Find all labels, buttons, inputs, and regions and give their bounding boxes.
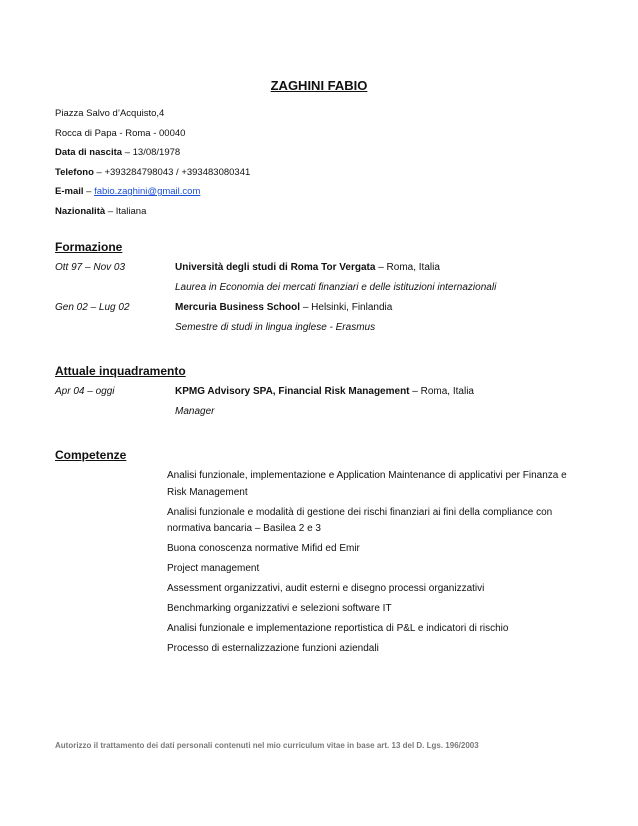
employment-section-title: Attuale inquadramento — [55, 364, 186, 378]
skill-item: Buona conoscenza normative Mifid ed Emir — [167, 543, 360, 554]
skills-list — [167, 468, 587, 661]
email-separator: – — [83, 186, 95, 197]
phone-label: Telefono — [55, 166, 94, 178]
education-institution: Università degli studi di Roma Tor Vergata — [175, 262, 376, 273]
email-link[interactable]: fabio.zaghini@gmail.com — [94, 186, 201, 197]
employment-company-row — [175, 386, 474, 397]
skills-section-title: Competenze — [55, 448, 127, 462]
nationality-row — [55, 202, 250, 222]
education-section-title: Formazione — [55, 240, 123, 254]
skill-item: Benchmarking organizzativi e selezioni software IT — [167, 603, 392, 614]
email-label: E-mail — [55, 186, 84, 197]
birth-date-row — [55, 143, 250, 163]
skill-item: Assessment organizzativi, audit esterni e disegno processi organizzativi — [167, 583, 485, 594]
education-institution-row — [175, 262, 440, 273]
education-location: – Roma, Italia — [375, 262, 440, 273]
skill-item: Analisi funzionale e modalità di gestione dei rischi finanziari ai fini della compliance con normativa bancaria – Basilea 2 e 3 — [167, 506, 553, 534]
nationality-value: – Italiana — [105, 205, 147, 217]
education-detail: Semestre di studi in lingua inglese - Erasmus — [175, 322, 376, 333]
birth-date-value: – 13/08/1978 — [122, 147, 181, 158]
skill-item: Analisi funzionale, implementazione e Application Maintenance di applicativi per Finanza e Risk Management — [167, 470, 567, 498]
education-institution: Mercuria Business School — [175, 302, 301, 313]
employment-role: Manager — [175, 406, 215, 417]
skill-item: Project management — [167, 563, 260, 574]
nationality-label: Nazionalità — [55, 205, 106, 217]
education-detail: Laurea in Economia dei mercati finanziari e delle istituzioni internazionali — [175, 282, 497, 293]
privacy-footer: Autorizzo il trattamento dei dati personali contenuti nel mio curriculum vitae in base art. 13 del D. Lgs. 196/2003 — [55, 741, 479, 750]
education-dates: Gen 02 – Lug 02 — [55, 302, 130, 313]
phone-row — [55, 163, 250, 183]
cv-name-title: ZAGHINI FABIO — [270, 78, 368, 93]
employment-company: KPMG Advisory SPA, Financial Risk Management — [175, 386, 410, 397]
birth-date-label: Data di nascita — [55, 147, 123, 158]
email-row — [55, 182, 250, 202]
employment-location: – Roma, Italia — [409, 386, 474, 397]
employment-dates: Apr 04 – oggi — [55, 386, 115, 397]
education-dates: Ott 97 – Nov 03 — [55, 262, 126, 273]
phone-value: – +393284798043 / +393483080341 — [93, 166, 251, 178]
address-line-1: Piazza Salvo d’Acquisto,4 — [55, 108, 165, 119]
skill-item: Analisi funzionale e implementazione reportistica di P&L e indicatori di rischio — [167, 623, 509, 634]
education-institution-row — [175, 302, 392, 313]
contact-block — [55, 104, 250, 221]
education-location: – Helsinki, Finlandia — [300, 302, 393, 313]
skill-item: Processo di esternalizzazione funzioni aziendali — [167, 643, 379, 654]
address-line-2: Rocca di Papa - Roma - 00040 — [55, 127, 186, 139]
